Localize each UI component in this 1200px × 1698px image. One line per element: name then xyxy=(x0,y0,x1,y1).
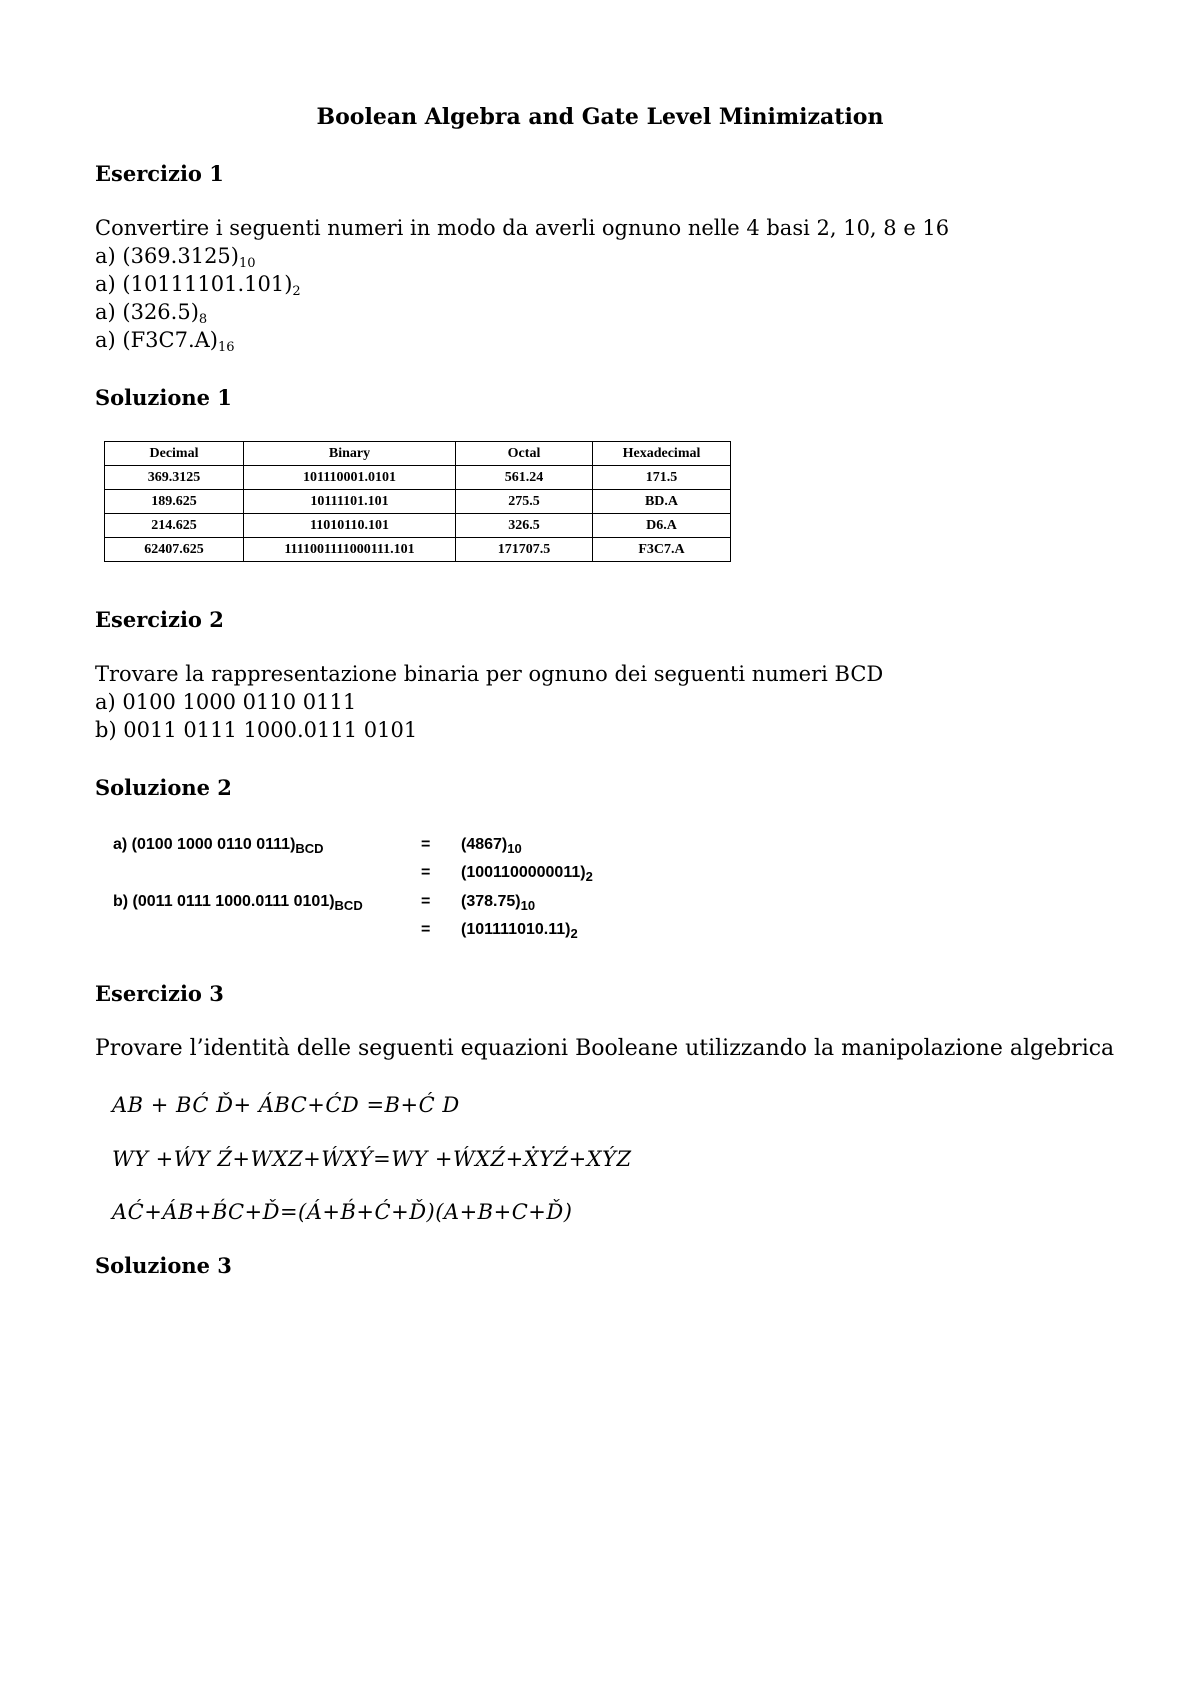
bcd-result: $(4867)_{10}$ xyxy=(461,836,522,856)
exercise-2-item-a: a) 0100 1000 0110 0111 xyxy=(95,690,357,714)
exercise-1-item: a) $(369.3125)_{10}$ xyxy=(95,244,256,271)
table-cell: 326.5 xyxy=(456,514,593,538)
exercise-1-intro: Convertire i seguenti numeri in modo da averli ognuno nelle 4 basi 2, 10, 8 e 16 xyxy=(95,216,950,240)
table-header: Hexadecimal xyxy=(593,442,731,466)
exercise-1-item: a) $(F3C7.A)_{16}$ xyxy=(95,328,235,355)
table-cell: 369.3125 xyxy=(105,466,244,490)
table-row xyxy=(105,466,731,490)
table-cell: BD.A xyxy=(593,490,731,514)
table-cell: D6.A xyxy=(593,514,731,538)
exercise-1-item: a) $(326.5)_8$ xyxy=(95,300,208,327)
bcd-result: $(101111010.11)_2$ xyxy=(461,921,578,941)
table-cell: 10111101.101 xyxy=(244,490,456,514)
table-row xyxy=(105,490,731,514)
equals-sign: = xyxy=(421,836,431,853)
table-row xyxy=(105,514,731,538)
table-cell: 62407.625 xyxy=(105,538,244,562)
table-header-row xyxy=(105,442,731,466)
table-cell: 101110001.0101 xyxy=(244,466,456,490)
exercise-2-item-b: b) 0011 0111 1000.0111 0101 xyxy=(95,718,418,742)
equals-sign: = xyxy=(421,921,431,938)
exercise-2-heading: Esercizio 2 xyxy=(95,607,224,632)
table-header: Decimal xyxy=(105,442,244,466)
bcd-result: $(1001100000011)_2$ xyxy=(461,864,593,884)
table-cell: 275.5 xyxy=(456,490,593,514)
table-cell: 171.5 xyxy=(593,466,731,490)
bcd-result: $(378.75)_{10}$ xyxy=(461,893,536,913)
solution-3-heading: Soluzione 3 xyxy=(95,1253,232,1278)
table-header: Binary xyxy=(244,442,456,466)
exercise-1-heading: Esercizio 1 xyxy=(95,161,224,186)
table-cell: 1111001111000111.101 xyxy=(244,538,456,562)
exercise-3-heading: Esercizio 3 xyxy=(95,981,224,1006)
exercise-3-intro: Provare l’identità delle seguenti equazioni Booleane utilizzando la manipolazione algebrica xyxy=(95,1036,1115,1061)
table-row xyxy=(105,538,731,562)
bcd-a-label: a) (0100 1000 0110 $0111)_{BCD}$ xyxy=(113,836,324,856)
equals-sign: = xyxy=(421,864,431,881)
document-title: Boolean Algebra and Gate Level Minimization xyxy=(316,104,884,130)
exercise-2-intro: Trovare la rappresentazione binaria per ognuno dei seguenti numeri BCD xyxy=(95,662,884,686)
exercise-1-item: a) $(10111101.101)_2$ xyxy=(95,272,301,299)
bcd-b-label: b) (0011 0111 1000.0111 $0101)_{BCD}$ xyxy=(113,893,363,913)
equals-sign: = xyxy=(421,893,431,910)
solution-2-heading: Soluzione 2 xyxy=(95,775,232,800)
boolean-equation-2: WY +ẂY Ź+WXZ+ẂXÝ=WY +ẂXŹ+ẊYŹ+XÝZ xyxy=(112,1147,632,1171)
table-cell: 189.625 xyxy=(105,490,244,514)
table-cell: 214.625 xyxy=(105,514,244,538)
conversion-table xyxy=(104,441,731,562)
table-cell: 561.24 xyxy=(456,466,593,490)
boolean-equation-3: AĆ+ÁB+B́C+Ď=(Á+B́+Ć+Ď)(A+B+C+Ď) xyxy=(112,1200,573,1224)
table-cell: F3C7.A xyxy=(593,538,731,562)
boolean-equation-1: AB + BĆ Ď+ ÁBC+ĆD =B+Ć D xyxy=(112,1093,460,1117)
table-cell: 171707.5 xyxy=(456,538,593,562)
solution-1-heading: Soluzione 1 xyxy=(95,385,232,410)
table-cell: 11010110.101 xyxy=(244,514,456,538)
table-header: Octal xyxy=(456,442,593,466)
